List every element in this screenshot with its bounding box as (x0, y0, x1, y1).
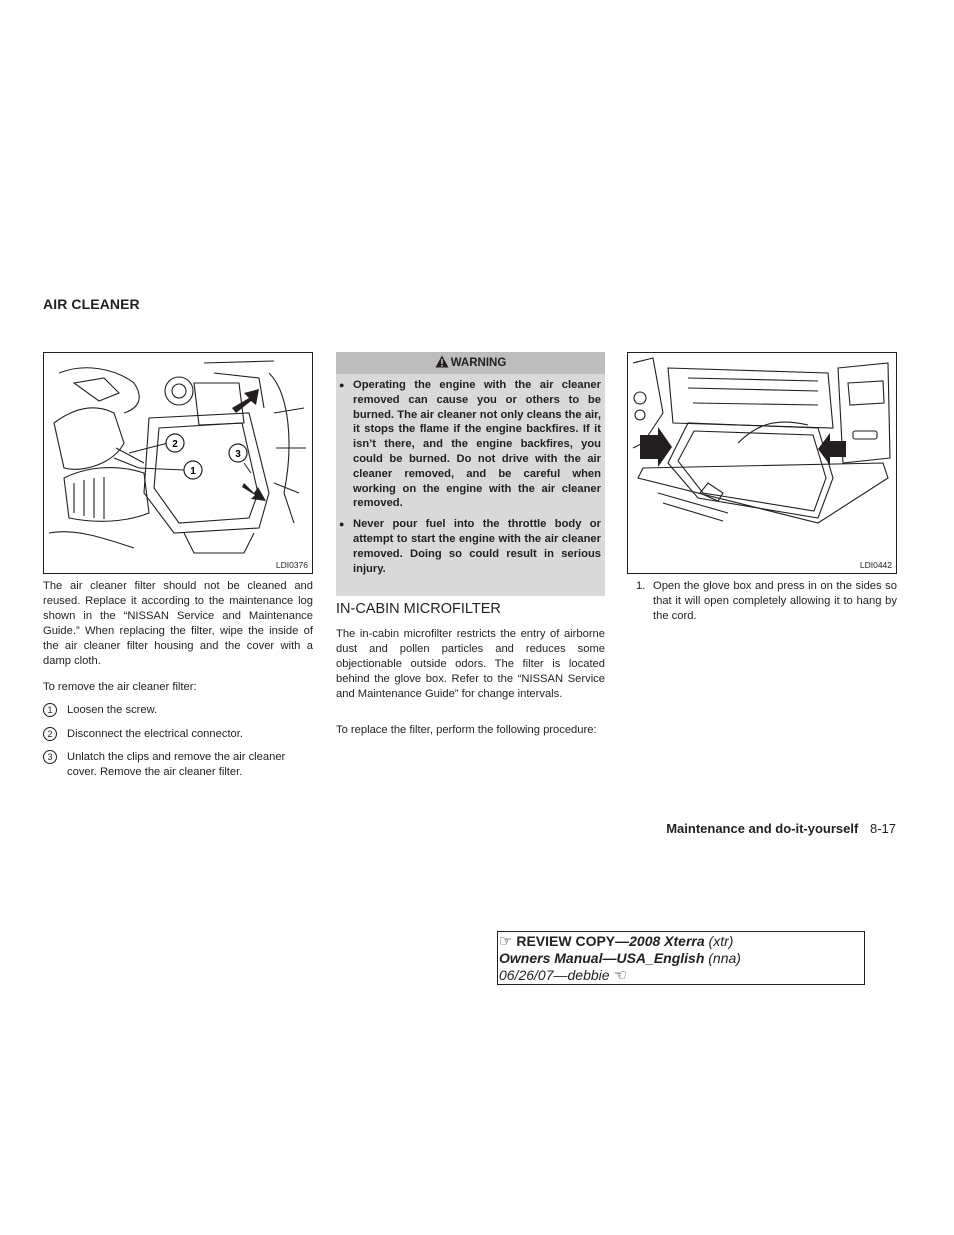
review-line-3: 06/26/07—debbie ☜ (499, 967, 627, 984)
remove-intro: To remove the air cleaner filter: (43, 681, 197, 693)
step-3 (43, 750, 313, 780)
svg-text:1: 1 (190, 466, 196, 477)
pointing-hand-right-icon: ☞ (499, 933, 513, 950)
step-number: 1 (43, 703, 57, 717)
callout-2 (166, 434, 184, 452)
review-line-2: Owners Manual—USA_English (nna) (499, 950, 741, 966)
warning-box (336, 352, 605, 596)
warning-triangle-icon (435, 355, 449, 368)
procedure-intro: To replace the filter, perform the following procedure: (336, 724, 597, 736)
warning-header (336, 352, 605, 374)
step-text: Disconnect the electrical connector. (67, 728, 243, 740)
pointing-hand-left-icon: ☜ (613, 967, 627, 984)
step-text: Unlatch the clips and remove the air cleaner cover. Remove the air cleaner filter. (67, 751, 286, 778)
svg-text:2: 2 (172, 439, 178, 450)
warning-item: ● Operating the engine with the air cleaner removed can cause you or others to be burned. The air cleaner not only cleans the air, it stops the flame if the engine backfires. If it isn’t there, and the engine backfires, you could be burned. Do not drive with the air cleaner removed, and be careful when working on the engine with the air cleaner removed. (353, 378, 601, 511)
step-number: 3 (43, 750, 57, 764)
footer-section: Maintenance and do-it-yourself (666, 821, 859, 836)
figure-code: LDI0442 (859, 560, 892, 570)
svg-text:3: 3 (235, 449, 241, 460)
glove-box-step (636, 579, 897, 624)
air-cleaner-figure (43, 352, 313, 574)
callout-3 (229, 444, 247, 462)
review-stamp (497, 931, 865, 985)
step-number: 1. (636, 580, 646, 592)
warning-list (336, 374, 605, 576)
step-text: Open the glove box and press in on the sides so that it will open completely allowing it to hang by the cord. (653, 580, 897, 622)
callout-1 (184, 461, 202, 479)
microfilter-heading: IN-CABIN MICROFILTER (336, 601, 501, 617)
glove-box-illustration (628, 353, 896, 573)
microfilter-paragraph: The in-cabin microfilter restricts the entry of airborne dust and pollen particles and reduces some objectionable outside odors. The filter is located behind the glove box. Refer to the “NISSAN Service and Maintenance Guide” for change intervals. (336, 628, 605, 700)
glove-box-figure (627, 352, 897, 574)
figure-code: LDI0376 (275, 560, 308, 570)
air-cleaner-paragraph: The air cleaner filter should not be cleaned and reused. Replace it according to the maintenance log shown in the “NISSAN Service and Maintenance Guide.” When replacing the filter, wipe the inside of the air cleaner filter housing and the cover with a damp cloth. (43, 580, 313, 667)
warning-title: WARNING (450, 357, 507, 369)
page-number: 8-17 (869, 821, 896, 836)
step-number: 2 (43, 727, 57, 741)
air-cleaner-illustration (44, 353, 312, 573)
step-1 (43, 703, 313, 719)
warning-item: ● Never pour fuel into the throttle body or attempt to start the engine with the air cleaner removed. Doing so could result in serious injury. (353, 517, 601, 576)
step-2 (43, 727, 313, 743)
step-text: Loosen the screw. (67, 704, 158, 716)
review-line-1: ☞ REVIEW COPY—2008 Xterra (xtr) (499, 933, 734, 950)
section-title: AIR CLEANER (43, 296, 140, 312)
page-footer (666, 821, 896, 836)
